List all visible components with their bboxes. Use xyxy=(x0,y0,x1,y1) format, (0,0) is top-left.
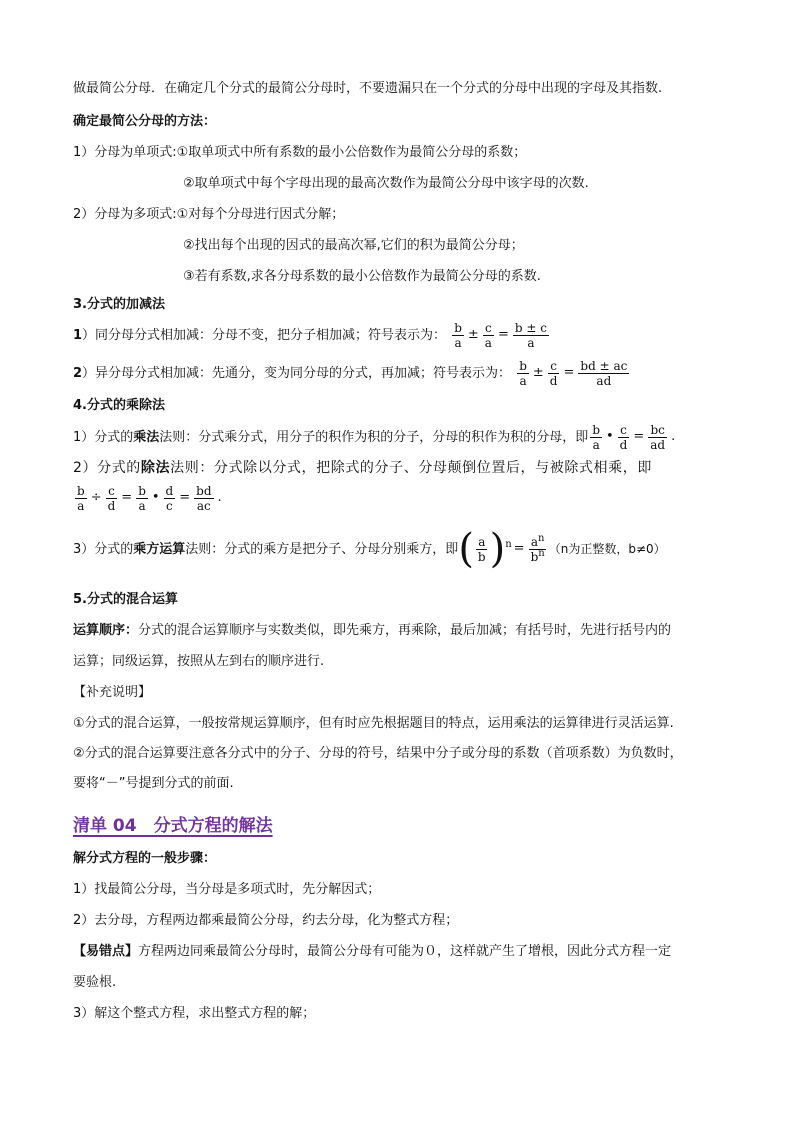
power-condition: （n为正整数，b≠0） xyxy=(548,542,666,556)
fraction: $\frac{c}{a}$ xyxy=(484,320,492,350)
section-heading: 清单 04 分式方程的解法 xyxy=(73,816,273,836)
step-1: 1）找最简公分母，当分母是多项式时，先分解因式； xyxy=(73,882,381,897)
keyword-division: 除法 xyxy=(140,460,171,476)
formula-different-denominator: $\frac{b}{a}$ ± $\frac{c}{d}$ = $\frac{bd \pm ac}{ad}$ xyxy=(519,358,628,388)
rule-multiplication: 1）分式的乘法法则：分式乘分式，用分子的积作为积的分子，分母的积作为积的分母，即 $\frac{b}{a}$ • $\frac{c}{d}$ = $\frac{bc}{ad}$ . xyxy=(73,420,677,455)
rule-same-denominator xyxy=(73,318,551,353)
supplement-2-cont: 要将“－”号提到分式的前面. xyxy=(73,776,234,791)
method-1-b: ②取单项式中每个字母出现的最高次数作为最简公分母中该字母的次数. xyxy=(183,176,589,191)
rule-power: 3）分式的乘方运算法则：分式的乘方是把分子、分母分别乘方，即( $\frac{a}{b}$ )$^n$ = $\frac{a^n}{b^n}$ （n为正整数，b≠0） xyxy=(73,526,666,573)
method-1-head xyxy=(73,144,526,162)
formula-division: $\frac{b}{a}$ ÷ $\frac{c}{d}$ = $\frac{b}{a}$ • $\frac{d}{c}$ = $\frac{bd}{ac}$ . xyxy=(77,483,222,513)
operation-order: 运算顺序：分式的混合运算顺序与实数类似，即先乘方，再乘除，最后加减；有括号时，先进行括号内的 xyxy=(73,623,672,638)
method-2-head xyxy=(73,206,344,224)
section-4-title: 4.分式的乘除法 xyxy=(73,398,165,413)
section-5-title: 5.分式的混合运算 xyxy=(73,592,178,607)
error-note-cont: 要验根. xyxy=(73,975,117,990)
method-2-b: ②找出每个出现的因式的最高次幂,它们的积为最简公分母； xyxy=(183,238,524,253)
method-2-a: ①对每个分母进行因式分解； xyxy=(176,207,345,222)
step-3: 3）解这个整式方程，求出整式方程的解； xyxy=(73,1006,316,1021)
fraction: $\frac{bd \pm ac}{ad}$ xyxy=(580,358,628,388)
keyword-power: 乘方运算 xyxy=(133,542,186,557)
operation-order-cont: 运算；同级运算，按照从左到右的顺序进行. xyxy=(73,654,325,669)
supplement-1: ①分式的混合运算，一般按常规运算顺序，但有时应先根据题目的特点，运用乘法的运算律进行灵活运算. xyxy=(73,716,674,731)
method-2-c: ③若有系数,求各分母系数的最小公倍数作为最简公分母的系数. xyxy=(183,269,541,284)
keyword-multiplication: 乘法 xyxy=(133,429,160,445)
formula-power: ( $\frac{a}{b}$ )$^n$ = $\frac{a^n}{b^n}$ xyxy=(458,526,545,573)
fraction: $\frac{b}{a}$ xyxy=(519,358,527,388)
section-3-title: 3.分式的加减法 xyxy=(73,297,165,312)
rule-label: 2 xyxy=(73,365,83,381)
operation-order-label: 运算顺序： xyxy=(73,623,139,638)
fraction: $\frac{b \pm c}{a}$ xyxy=(514,320,547,350)
formula-same-denominator: $\frac{b}{a}$ ± $\frac{c}{a}$ = $\frac{b \pm c}{a}$ xyxy=(454,320,547,350)
paragraph-common-denominator: 做最简公分母．在确定几个分式的最简公分母时，不要遗漏只在一个分式的分母中出现的字母及其指数. xyxy=(73,81,663,96)
formula-multiplication: $\frac{b}{a}$ • $\frac{c}{d}$ = $\frac{bc}{ad}$ . xyxy=(592,422,676,452)
method-1-label: 1）分母为单项式: xyxy=(73,145,177,160)
fraction: $\frac{c}{d}$ xyxy=(549,358,558,388)
rule-label: 1 xyxy=(73,327,83,343)
step-2: 2）去分母，方程两边都乘最简公分母，约去分母，化为整式方程； xyxy=(73,913,459,928)
method-title: 确定最简公分母的方法： xyxy=(73,114,217,129)
method-2-label: 2）分母为多项式: xyxy=(73,207,177,222)
equation-steps-title: 解分式方程的一般步骤： xyxy=(73,851,217,866)
error-note-label: 【易错点】 xyxy=(73,944,139,959)
supplement-title: 【补充说明】 xyxy=(73,685,152,700)
supplement-2: ②分式的混合运算要注意各分式中的分子、分母的符号，结果中分子或分母的系数（首项系数）为负数时， xyxy=(73,746,683,761)
method-1-a: ①取单项式中所有系数的最小公倍数作为最简公分母的系数； xyxy=(176,145,527,160)
fraction: $\frac{b}{a}$ xyxy=(454,320,462,350)
error-note: 【易错点】方程两边同乘最简公分母时，最简公分母有可能为０，这样就产生了增根，因此分式方程一定 xyxy=(73,944,672,959)
rule-division: 2）分式的除法法则：分式除以分式，把除式的分子、分母颠倒位置后，与被除式相乘，即 xyxy=(73,460,652,476)
rule-text: ）同分母分式相加减：分母不变，把分子相加减；符号表示为： xyxy=(82,327,447,343)
rule-different-denominator xyxy=(73,356,631,391)
rule-text: ）异分母分式相加减：先通分，变为同分母的分式，再加减；符号表示为： xyxy=(82,365,512,381)
